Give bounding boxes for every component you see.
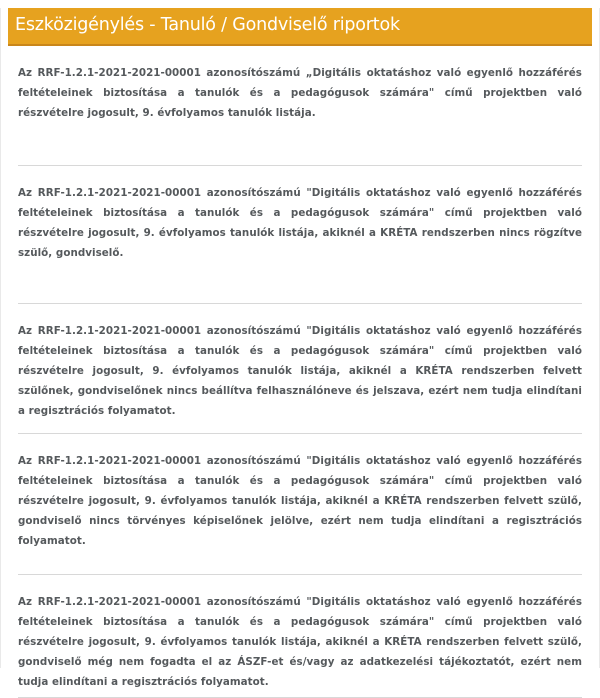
panel-header xyxy=(8,8,592,46)
report-link-2[interactable]: Az RRF-1.2.1-2021-2021-00001 azonosítószámú "Digitális oktatáshoz való egyenlő hozzáférés feltételeinek biztosítása a tanulók és a pedagógusok számára" című projektben való részvételre jogosult, 9. évfolyamos tanulók listája, akiknél a KRÉTA rendszerben nincs rögzítve szülő, gondviselő. xyxy=(18,187,582,259)
report-item-3[interactable] xyxy=(18,304,582,434)
report-link-4[interactable]: Az RRF-1.2.1-2021-2021-00001 azonosítószámú "Digitális oktatáshoz való egyenlő hozzáférés feltételeinek biztosítása a tanulók és a pedagógusok számára" című projektben való részvételre jogosult, 9. évfolyamos tanulók listája, akiknél a KRÉTA rendszerben felvett szülő, gondviselő nincs törvényes képiselőnek jelölve, ezért nem tudja elindítani a regisztrációs folyamatot. xyxy=(18,455,582,547)
report-item-4[interactable] xyxy=(18,434,582,575)
report-panel xyxy=(0,8,600,688)
panel-title: Eszközigénylés - Tanuló / Gondviselő riportok xyxy=(15,15,400,36)
report-link-3[interactable]: Az RRF-1.2.1-2021-2021-00001 azonosítószámú "Digitális oktatáshoz való egyenlő hozzáférés feltételeinek biztosítása a tanulók és a pedagógusok számára" című projektben való részvételre jogosult, 9. évfolyamos tanulók listája, akiknél a KRÉTA rendszerben felvett szülőnek, gondviselőnek nincs beállítva felhasználóneve és jelszava, ezért nem tudja elindítani a regisztrációs folyamatot. xyxy=(18,325,582,417)
report-item-2[interactable] xyxy=(18,166,582,304)
report-item-5[interactable] xyxy=(18,575,582,698)
report-link-1[interactable]: Az RRF-1.2.1-2021-2021-00001 azonosítószámú „Digitális oktatáshoz való egyenlő hozzáférés feltételeinek biztosítása a tanulók és a pedagógusok számára" című projektben való részvételre jogosult, 9. évfolyamos tanulók listája. xyxy=(18,67,582,119)
report-item-1[interactable] xyxy=(18,46,582,166)
report-list xyxy=(18,46,582,698)
report-link-5[interactable]: Az RRF-1.2.1-2021-2021-00001 azonosítószámú "Digitális oktatáshoz való egyenlő hozzáférés feltételeinek biztosítása a tanulók és a pedagógusok számára" című projektben való részvételre jogosult, 9. évfolyamos tanulók listája, akiknél a KRÉTA rendszerben felvett szülő, gondviselő még nem fogadta el az ÁSZF-et és/vagy az adatkezelési tájékoztatót, ezért nem tudja elindítani a regisztrációs folyamatot. xyxy=(18,596,582,688)
